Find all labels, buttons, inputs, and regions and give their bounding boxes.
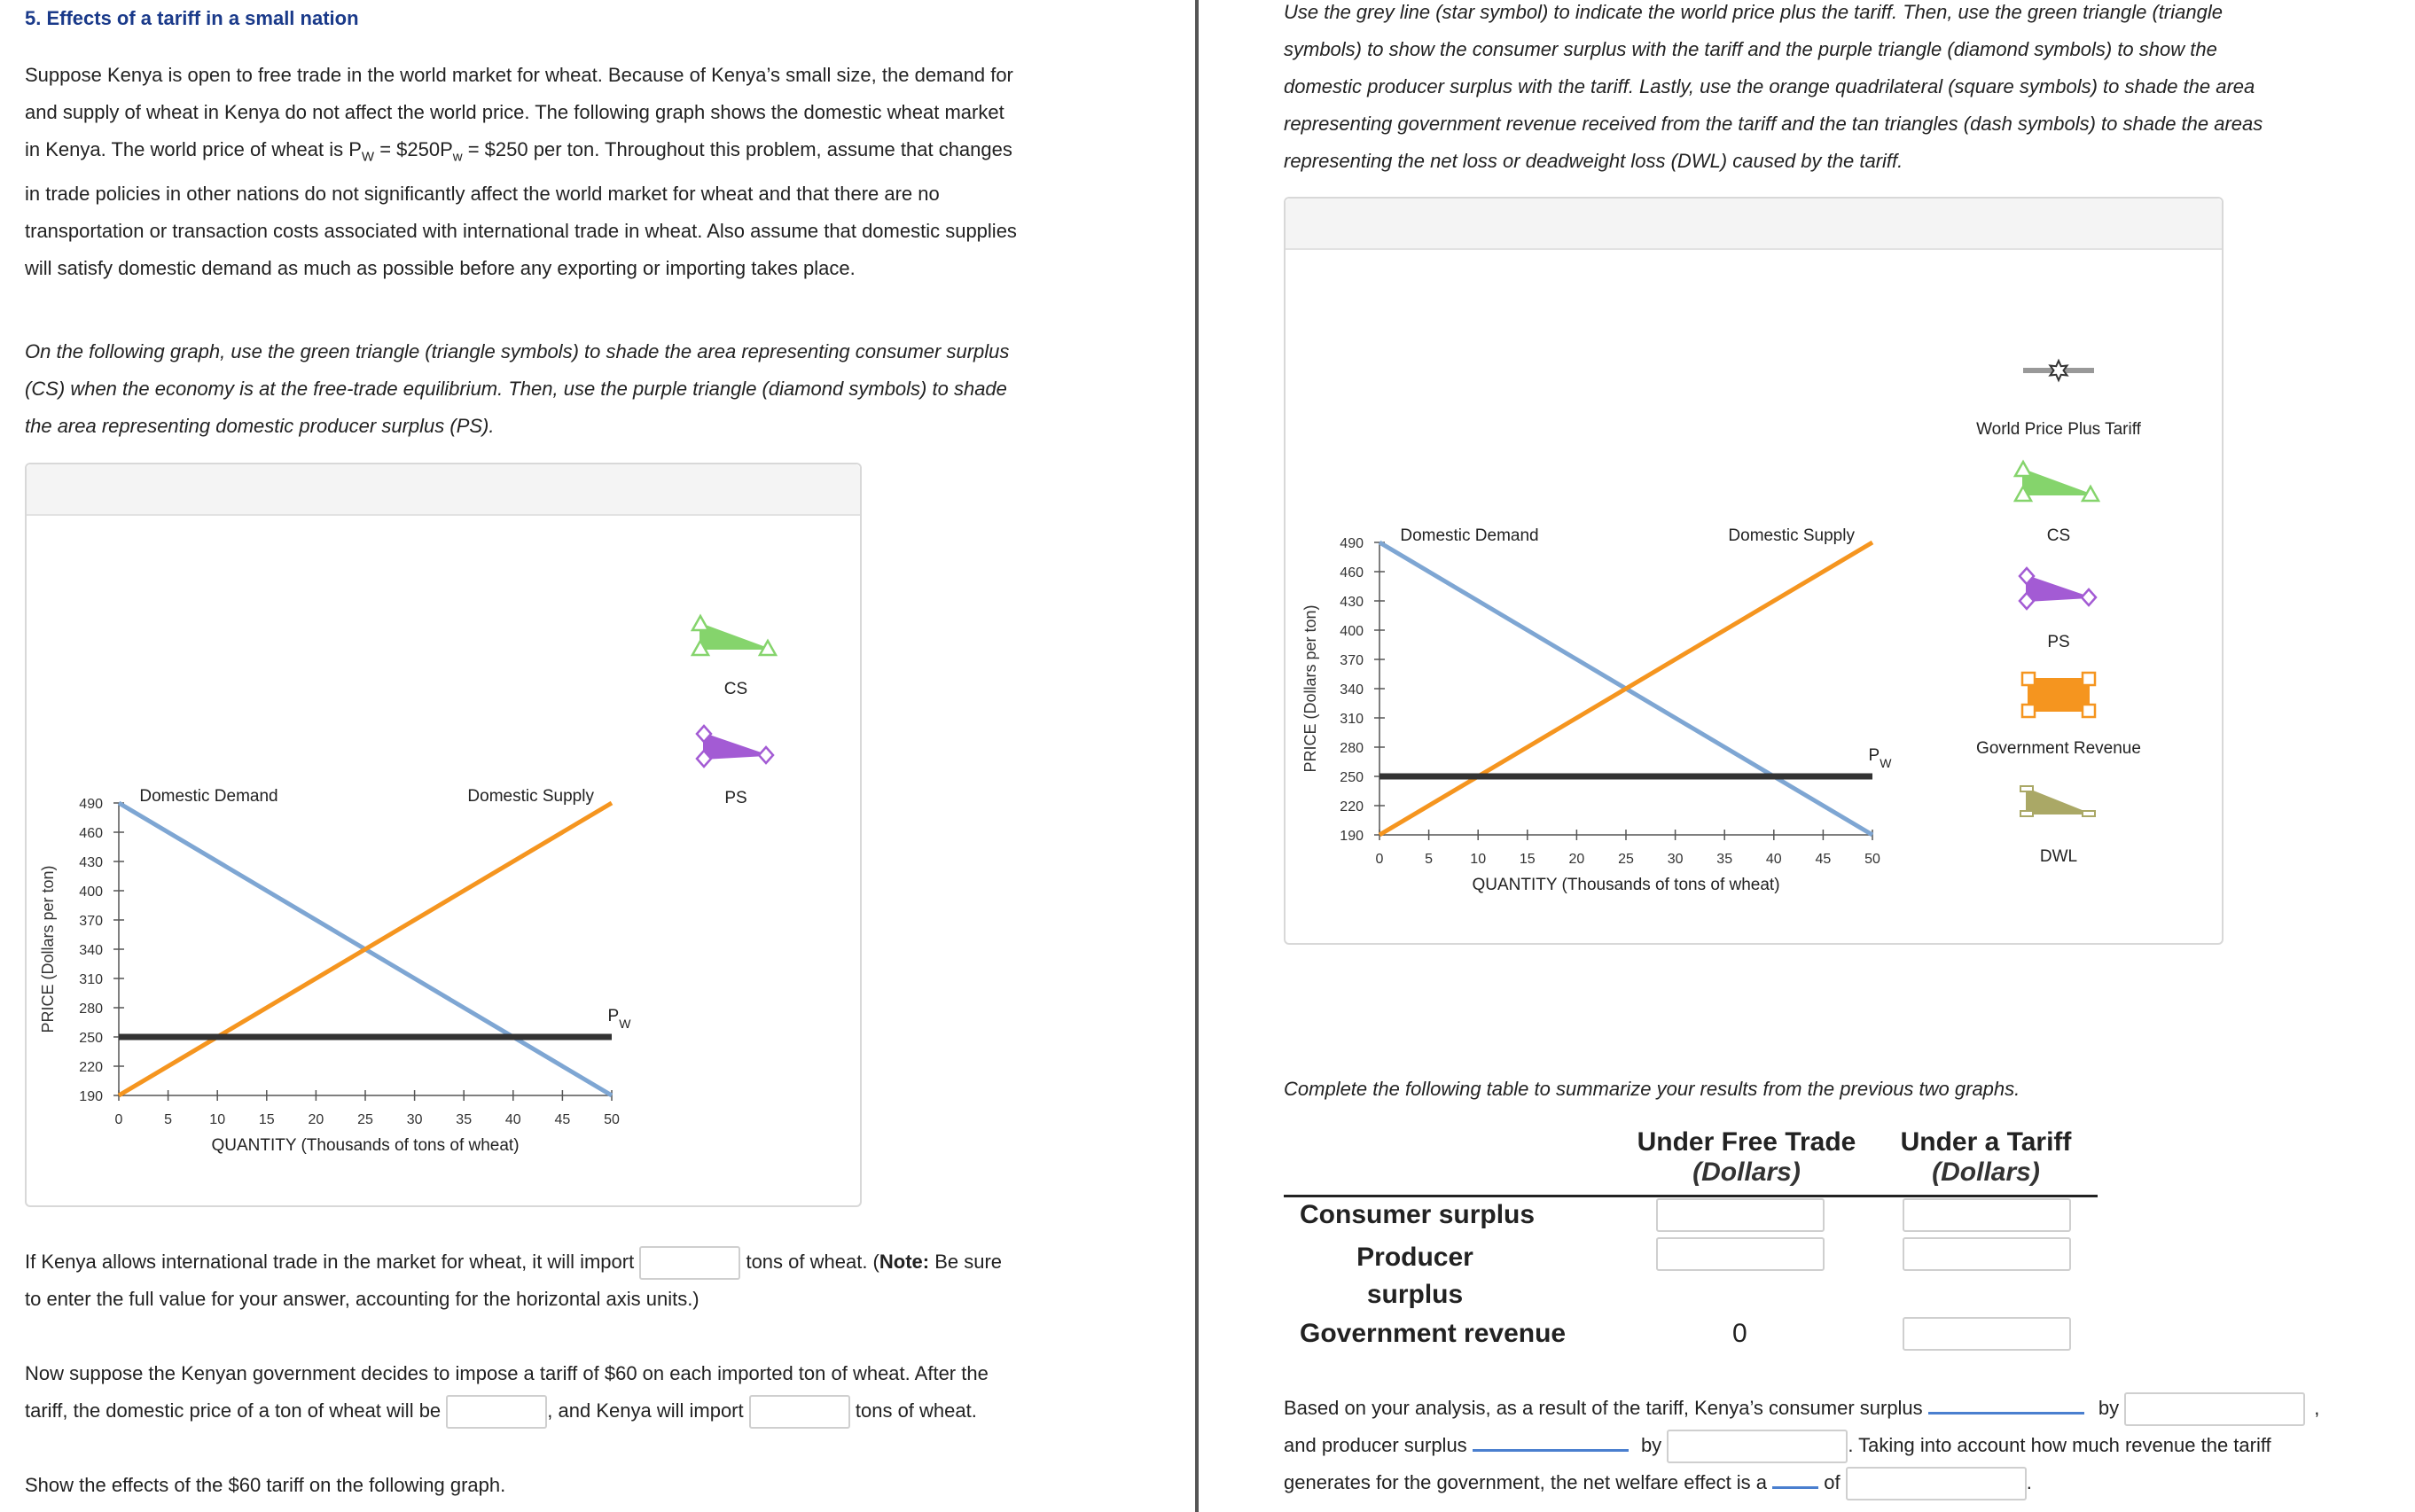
cs-tariff-input[interactable] [1903,1198,2071,1232]
ps-tool-marker [759,747,773,763]
x-tick-label: 50 [604,1112,620,1127]
x-axis-label: QUANTITY (Thousands of tons of wheat) [1472,876,1780,894]
x-tick-label: 15 [1519,852,1536,867]
instruction-line: symbols) to show the consumer surplus with the tariff and the purple triangle (diamond symbols) to show the [1284,38,2217,60]
y-axis-label: PRICE (Dollars per ton) [39,865,57,1033]
y-tick-label: 190 [79,1089,103,1104]
graph2-canvas[interactable] [1286,199,2222,943]
instruction-line: representing government revenue received from the tariff and the tan triangles (dash symbols) to shade the areas [1284,113,2263,135]
x-tick-label: 5 [164,1112,173,1127]
ps-tool[interactable] [704,734,766,759]
instruction-line: Use the grey line (star symbol) to indicate the world price plus the tariff. Then, use the green triangle (triangle [1284,1,2223,23]
intro-line: in Kenya. The world price of wheat is $P_W$ = $\$250P_w$ = $250 per ton. Throughout this problem, assume that changes [25,138,1012,165]
analysis-line3: generates for the government, the net welfare effect is a of . [1284,1464,2410,1501]
gov-revenue-free-trade-value: 0 [1732,1319,1747,1348]
ps-tool-label: PS [724,789,747,807]
y-axis-label: PRICE (Dollars per ton) [1301,604,1319,773]
dwl-tool-marker [2020,811,2033,816]
row-label-government-revenue: Government revenue [1300,1319,1567,1348]
x-tick-label: 0 [1375,852,1384,867]
y-tick-label: 280 [79,1002,103,1017]
x-tick-label: 50 [1864,852,1880,867]
cs-tool-label: CS [723,680,748,698]
demand-label: Domestic Demand [1400,526,1539,545]
y-tick-label: 250 [1340,770,1364,785]
gov-revenue-tool-marker [2022,705,2035,717]
y-tick-label: 370 [1340,653,1364,668]
y-tick-label: 280 [1340,741,1364,756]
table-intro: Complete the following table to summarize your results from the previous two graphs. [1284,1078,2020,1100]
net-effect-amount-input[interactable] [1846,1467,2027,1500]
analysis-line2: and producer surplus by . Taking into account how much revenue the tariff [1284,1427,2410,1464]
instruction-line: On the following graph, use the green triangle (triangle symbols) to shade the area representing consumer surplus [25,340,1010,362]
graph1-instructions [25,333,1177,445]
ps-free-trade-input[interactable] [1656,1237,1825,1271]
world-price-label: $P_W$ [607,1007,631,1031]
dwl-tool[interactable] [2027,789,2089,814]
show-effects-text: Show the effects of the $60 tariff on the following graph. [25,1474,506,1496]
y-tick-label: 490 [79,797,103,812]
world-price-plus-tariff-tool-marker [2050,361,2067,380]
dwl-tool-label: DWL [2039,847,2078,866]
y-tick-label: 220 [79,1060,103,1075]
table-header-rule [1284,1195,2098,1197]
demand-label: Domestic Demand [139,787,278,806]
instruction-line: (CS) when the economy is at the free-trade equilibrium. Then, use the purple triangle (diamond symbols) to shade [25,378,1007,400]
wpt-tool-label: World Price Plus Tariff [1976,420,2141,439]
instruction-line: domestic producer surplus with the tariff. Lastly, use the orange quadrilateral (square symbols) to shade the area [1284,75,2255,97]
row-label-consumer-surplus: Consumer surplus [1300,1200,1536,1229]
import-question-line1: If Kenya allows international trade in the market for wheat, it will import tons of wheat. (Note: Be sure [25,1243,1177,1281]
analysis-paragraph [1284,1390,2410,1501]
tariff-question-line1: Now suppose the Kenyan government decides to impose a tariff of $60 on each imported ton of wheat. After the [25,1362,989,1384]
x-tick-label: 40 [504,1112,521,1127]
tariff-question-line2: tariff, the domestic price of a ton of wheat will be , and Kenya will import tons of wheat. [25,1392,1177,1430]
net-effect-dropdown[interactable] [1772,1483,1818,1489]
intro-line: and supply of wheat in Kenya do not affect the world price. The following graph shows the domestic wheat market [25,101,1004,123]
instruction-line: representing the net loss or deadweight loss (DWL) caused by the tariff. [1284,150,1903,172]
x-tick-label: 10 [1470,852,1487,867]
x-tick-label: 45 [554,1112,571,1127]
gov-revenue-tariff-input[interactable] [1903,1317,2071,1351]
cs-change-dropdown[interactable] [1928,1408,2084,1415]
x-tick-label: 20 [1568,852,1585,867]
intro-line: will satisfy domestic demand as much as possible before any exporting or importing takes place. [25,257,856,280]
x-tick-label: 25 [1618,852,1634,867]
x-tick-label: 35 [456,1112,473,1127]
analysis-line1: Based on your analysis, as a result of the tariff, Kenya’s consumer surplus by , [1284,1390,2410,1427]
x-tick-label: 40 [1765,852,1782,867]
y-tick-label: 400 [1340,624,1364,639]
dwl-tool-marker [2020,786,2033,791]
dwl-tool-marker [2083,811,2095,816]
y-tick-label: 250 [79,1031,103,1046]
y-tick-label: 490 [1340,536,1364,551]
cs-tool-label: CS [2046,526,2071,545]
graph2-instructions [1284,0,2401,180]
y-tick-label: 460 [79,826,103,841]
y-tick-label: 370 [79,914,103,929]
x-tick-label: 45 [1815,852,1832,867]
ps-tariff-input[interactable] [1903,1237,2071,1271]
y-tick-label: 430 [79,855,103,870]
y-tick-label: 310 [79,972,103,987]
intro-line: transportation or transaction costs associated with international trade in wheat. Also assume that domestic supplies [25,220,1017,243]
y-tick-label: 190 [1340,829,1364,844]
graph1-canvas[interactable] [27,464,860,1205]
graph2-panel [1284,197,2224,945]
ps-change-dropdown[interactable] [1473,1446,1629,1452]
cs-tool-marker [692,616,708,630]
x-tick-label: 15 [258,1112,275,1127]
instruction-line: the area representing domestic producer surplus (PS). [25,415,495,437]
y-tick-label: 460 [1340,565,1364,581]
cs-tool[interactable] [700,624,768,649]
supply-label: Domestic Supply [467,787,594,806]
gov-revenue-tool-marker [2083,705,2095,717]
y-tick-label: 310 [1340,712,1364,727]
graph1-panel [25,463,862,1207]
x-tick-label: 35 [1716,852,1733,867]
row-label-producer-surplus: Producer surplus [1356,1243,1473,1309]
gov-revenue-tool[interactable] [2028,679,2089,711]
cs-change-amount-input[interactable] [2124,1392,2305,1426]
gov-revenue-tool-marker [2083,673,2095,685]
ps-tool[interactable] [2027,576,2089,601]
import-question-line2: to enter the full value for your answer, accounting for the horizontal axis units.) [25,1288,699,1310]
problem-title: 5. Effects of a tariff in a small nation [25,7,359,29]
intro-line: Suppose Kenya is open to free trade in the world market for wheat. Because of Kenya’s small size, the demand for [25,64,1013,86]
column-divider [1195,0,1199,1512]
supply-label: Domestic Supply [1728,526,1855,545]
tariff-import-input[interactable] [749,1395,850,1429]
cs-tool[interactable] [2023,470,2091,495]
x-tick-label: 5 [1425,852,1434,867]
cs-tool-marker [2015,462,2031,476]
x-tick-label: 10 [209,1112,226,1127]
y-tick-label: 220 [1340,799,1364,814]
ps-change-amount-input[interactable] [1667,1430,1848,1463]
intro-paragraph [25,57,1177,287]
import-quantity-input[interactable] [639,1246,740,1280]
import-question [25,1243,1177,1318]
x-tick-label: 30 [406,1112,423,1127]
y-tick-label: 430 [1340,595,1364,610]
x-tick-label: 20 [308,1112,324,1127]
ps-tool-label: PS [2047,633,2070,651]
tariff-question [25,1355,1177,1430]
cs-free-trade-input[interactable] [1656,1198,1825,1232]
ps-tool-marker [2082,589,2096,605]
gov-revenue-tool-marker [2022,673,2035,685]
col-header-tariff: Under a Tariff (Dollars) [1900,1127,2072,1187]
y-tick-label: 400 [79,885,103,900]
x-tick-label: 0 [114,1112,123,1127]
x-tick-label: 25 [357,1112,373,1127]
x-axis-label: QUANTITY (Thousands of tons of wheat) [211,1136,520,1155]
tariff-price-input[interactable] [446,1395,547,1429]
world-price-label: $P_W$ [1868,746,1892,770]
intro-line: in trade policies in other nations do not significantly affect the world market for wheat and that there are no [25,183,940,206]
col-header-free-trade: Under Free Trade (Dollars) [1637,1127,1856,1187]
x-tick-label: 30 [1667,852,1684,867]
gov-tool-label: Government Revenue [1976,739,2141,758]
y-tick-label: 340 [79,943,103,958]
y-tick-label: 340 [1340,682,1364,698]
